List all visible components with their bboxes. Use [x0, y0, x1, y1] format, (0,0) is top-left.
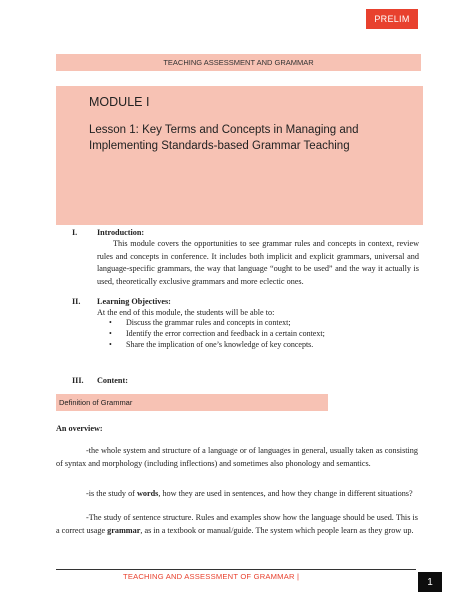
overview-paragraph-1: -the whole system and structure of a language or of languages in general, usually taken as consisting of syntax and morphology (including inflections) and sometimes also phonology and semantics. — [56, 446, 418, 468]
objective-item: • Share the implication of one’s knowledge of key concepts. — [109, 340, 325, 351]
objective-item: • Discuss the grammar rules and concepts in context; — [109, 318, 325, 329]
header-band-title: TEACHING ASSESSMENT AND GRAMMAR — [163, 58, 314, 67]
section-num-content: III. — [72, 376, 84, 385]
overview-paragraph-3 — [56, 512, 418, 537]
overview-p3-start: -The study of sentence structure. Rules and examples show how the language should be used. This is a correct usage — [56, 513, 418, 535]
section-num-intro: I. — [72, 228, 78, 237]
prelim-badge: PRELIM — [366, 9, 418, 29]
overview-paragraph-2 — [56, 488, 418, 501]
section-heading-intro: Introduction: — [97, 228, 145, 237]
overview-p2-start: -is the study of — [86, 489, 137, 498]
overview-p3-end: , as in a textbook or manual/guide. The system which people learn as they grow up. — [140, 525, 414, 535]
objective-item: • Identify the error correction and feedback in a certain context; — [109, 329, 325, 340]
footer-text: TEACHING AND ASSESSMENT OF GRAMMAR | — [123, 572, 300, 581]
intro-paragraph: This module covers the opportunities to see grammar rules and concepts in context, review rules and concepts in conference. It includes both implicit and explicit grammars, universal and language-specific grammars, the way that language “ought to be used” and the way it actually is used, theoretically exclusive grammars and more eclectic ones. — [97, 239, 419, 286]
lesson-title: Lesson 1: Key Terms and Concepts in Managing and Implementing Standards-based Grammar Teaching — [89, 124, 359, 152]
section-num-objectives: II. — [72, 297, 81, 306]
overview-p2-bold: words — [136, 489, 159, 498]
page-number: 1 — [418, 572, 442, 592]
objectives-lead: At the end of this module, the students will be able to: — [97, 308, 275, 317]
footer-rule — [56, 569, 416, 570]
section-heading-objectives: Learning Objectives: — [97, 297, 171, 306]
overview-p2-end: , how they are used in sentences, and how they change in different situations? — [158, 489, 413, 498]
definition-band — [56, 394, 328, 411]
section-heading-content: Content: — [97, 376, 128, 385]
overview-p3-bold: grammar — [107, 525, 141, 535]
module-title: MODULE I — [89, 95, 150, 109]
definition-label: Definition of Grammar — [59, 398, 133, 407]
header-band — [56, 54, 421, 71]
objectives-list — [109, 318, 325, 350]
overview-heading: An overview: — [56, 424, 103, 433]
